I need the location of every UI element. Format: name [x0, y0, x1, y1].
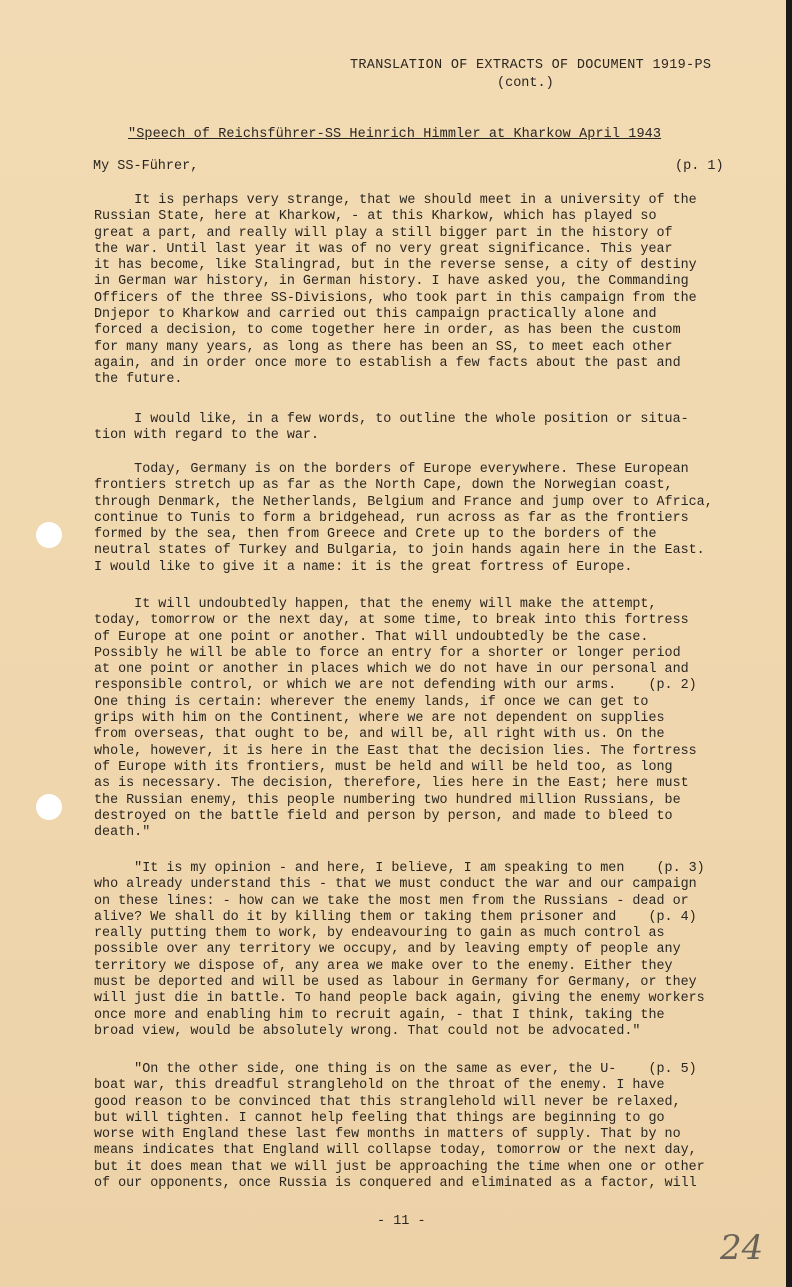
- text-line: neutral states of Turkey and Bulgaria, to join hands again here in the East.: [94, 543, 705, 559]
- text-line: of Europe at one point or another. That will undoubtedly be the case.: [94, 629, 649, 645]
- paragraph-4: [94, 597, 734, 841]
- punch-hole-bottom: [36, 794, 62, 820]
- paragraph-2: [94, 412, 734, 445]
- text-line: but will tighten. I cannot help feeling that things are beginning to go: [94, 1110, 665, 1126]
- text-line: possible over any territory we occupy, and by leaving empty of people any: [94, 942, 681, 958]
- text-line: grips with him on the Continent, where we are not dependent on supplies: [94, 711, 665, 727]
- text-line: Dnjepor to Kharkow and carried out this campaign practically alone and: [94, 307, 657, 323]
- text-line: who already understand this - that we must conduct the war and our campaign: [94, 877, 697, 893]
- text-line: alive? We shall do it by killing them or taking them prisoner and (p. 4): [94, 909, 697, 925]
- text-line: death.": [94, 825, 151, 841]
- text-line: responsible control, or which we are not defending with our arms. (p. 2): [94, 678, 697, 694]
- text-line: great a part, and really will play a still bigger part in the history of: [94, 225, 673, 241]
- text-line: "It is my opinion - and here, I believe, I am speaking to men (p. 3): [94, 861, 705, 876]
- paragraph-6: [94, 1062, 734, 1192]
- paragraph-3: [94, 462, 734, 576]
- speech-title: "Speech of Reichsführer-SS Heinrich Himmler at Kharkow April 1943: [128, 127, 662, 142]
- text-line: at one point or another in places which we do not have in our personal and: [94, 662, 689, 678]
- paragraph-1: [94, 193, 734, 389]
- text-line: boat war, this dreadful stranglehold on the throat of the enemy. I have: [94, 1078, 665, 1094]
- text-line: the future.: [94, 372, 183, 388]
- punch-hole-top: [36, 522, 62, 548]
- text-line: will just die in battle. To hand people back again, giving the enemy workers: [94, 991, 705, 1007]
- text-line: "On the other side, one thing is on the same as ever, the U- (p. 5): [94, 1062, 697, 1077]
- text-line: once more and enabling him to recruit again, - that I think, taking the: [94, 1007, 665, 1023]
- text-line: Possibly he will be able to force an entry for a shorter or longer period: [94, 645, 681, 661]
- text-line: really putting them to work, by endeavouring to gain as much control as: [94, 926, 665, 942]
- text-line: the Russian enemy, this people numbering two hundred million Russians, be: [94, 792, 681, 808]
- text-line: through Denmark, the Netherlands, Belgium and France and jump over to Africa,: [94, 494, 713, 510]
- text-line: I would like, in a few words, to outline the whole position or situa-: [94, 412, 689, 427]
- page-reference: (p. 1): [675, 159, 724, 174]
- text-line: territory we dispose of, any area we make over to the enemy. Either they: [94, 958, 673, 974]
- page-number: - 11 -: [377, 1214, 426, 1229]
- text-line: It is perhaps very strange, that we should meet in a university of the: [94, 193, 697, 208]
- text-line: for many many years, as long as there has been an SS, to meet each other: [94, 339, 673, 355]
- text-line: but it does mean that we will just be approaching the time when one or other: [94, 1159, 705, 1175]
- text-line: broad view, would be absolutely wrong. That could not be advocated.": [94, 1023, 641, 1039]
- paragraph-5: [94, 861, 734, 1040]
- text-line: on these lines: - how can we take the most men from the Russians - dead or: [94, 893, 689, 909]
- document-header-continued: (cont.): [497, 76, 554, 91]
- text-line: Officers of the three SS-Divisions, who took part in this campaign from the: [94, 290, 697, 306]
- text-line: as is necessary. The decision, therefore, lies here in the East; here must: [94, 776, 689, 792]
- text-line: in German war history, in German history. I have asked you, the Commanding: [94, 274, 689, 290]
- text-line: must be deported and will be used as labour in Germany for Germany, or they: [94, 975, 697, 991]
- text-line: formed by the sea, then from Greece and Crete up to the borders of the: [94, 527, 657, 543]
- text-line: means indicates that England will collapse today, tomorrow or the next day,: [94, 1143, 697, 1159]
- text-line: It will undoubtedly happen, that the enemy will make the attempt,: [94, 597, 657, 612]
- text-line: frontiers stretch up as far as the North Cape, down the Norwegian coast,: [94, 478, 673, 494]
- text-line: One thing is certain: wherever the enemy lands, if once we can get to: [94, 694, 649, 710]
- text-line: of Europe with its frontiers, must be held and will be held too, as long: [94, 759, 673, 775]
- text-line: tion with regard to the war.: [94, 428, 319, 444]
- text-line: it has become, like Stalingrad, but in the reverse sense, a city of destiny: [94, 258, 697, 274]
- text-line: Russian State, here at Kharkow, - at this Kharkow, which has played so: [94, 209, 657, 225]
- scan-edge: [786, 0, 792, 1287]
- text-line: I would like to give it a name: it is the great fortress of Europe.: [94, 559, 633, 575]
- text-line: good reason to be convinced that this stranglehold will never be relaxed,: [94, 1094, 681, 1110]
- text-line: the war. Until last year it was of no very great significance. This year: [94, 241, 673, 257]
- text-line: continue to Tunis to form a bridgehead, run across as far as the frontiers: [94, 510, 689, 526]
- text-line: forced a decision, to come together here in order, as has been the custom: [94, 323, 681, 339]
- document-header-title: TRANSLATION OF EXTRACTS OF DOCUMENT 1919-PS: [350, 58, 712, 73]
- text-line: destroyed on the battle field and person by person, and made to bleed to: [94, 808, 673, 824]
- text-line: today, tomorrow or the next day, at some time, to break into this fortress: [94, 613, 689, 629]
- handwritten-folio-number: 24: [720, 1228, 764, 1268]
- text-line: whole, however, it is here in the East that the decision lies. The fortress: [94, 743, 697, 759]
- text-line: again, and in order once more to establish a few facts about the past and: [94, 355, 681, 371]
- text-line: Today, Germany is on the borders of Europe everywhere. These European: [94, 462, 689, 477]
- salutation: My SS-Führer,: [93, 159, 199, 174]
- text-line: from overseas, that ought to be, and will be, all right with us. On the: [94, 727, 665, 743]
- text-line: of our opponents, once Russia is conquered and eliminated as a factor, will: [94, 1176, 697, 1192]
- text-line: worse with England these last few months in matters of supply. That by no: [94, 1127, 681, 1143]
